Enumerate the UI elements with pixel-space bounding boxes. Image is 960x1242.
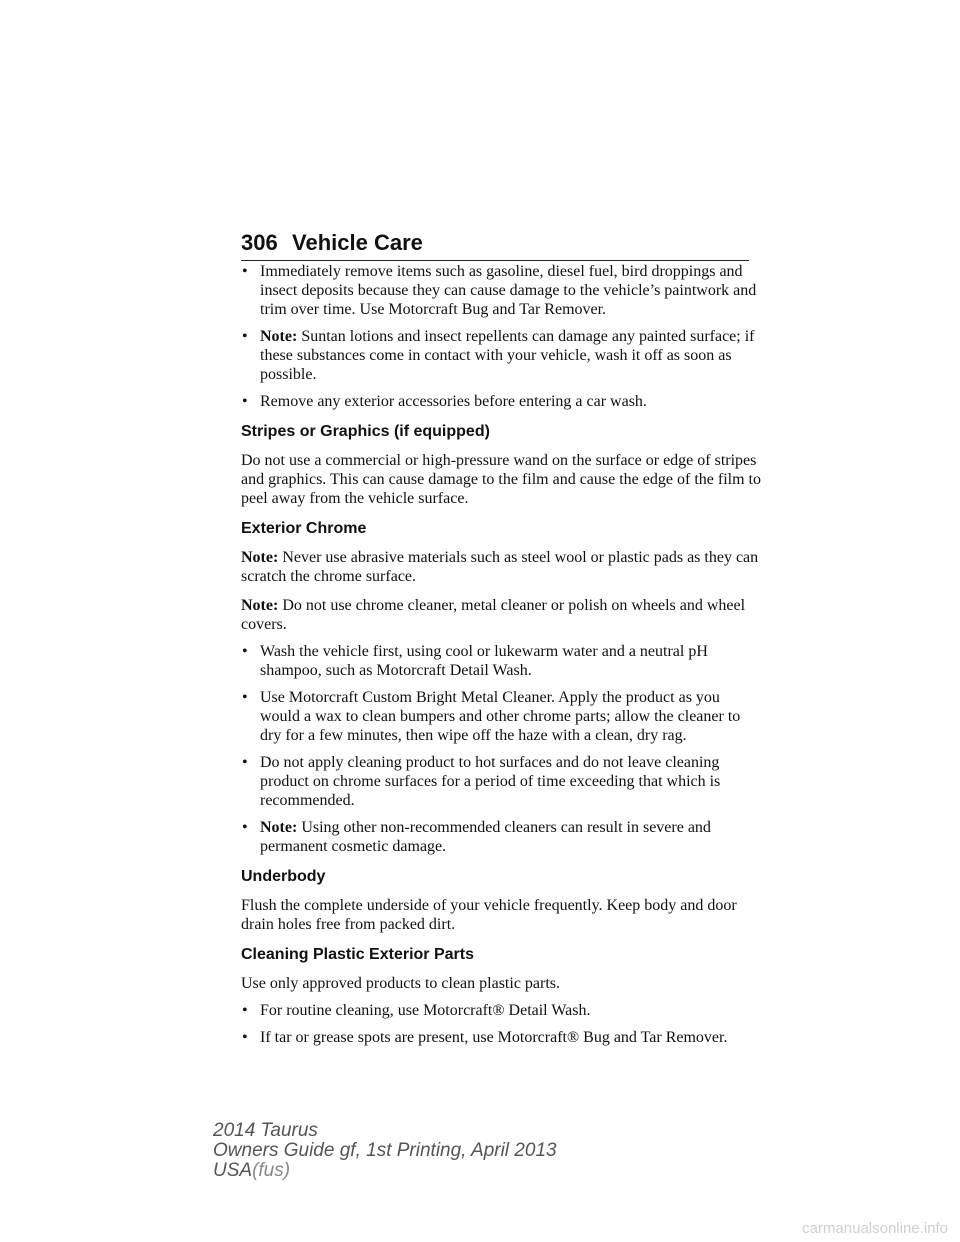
bullet-text: Suntan lotions and insect repellents can damage any painted surface; if these substances come in contact with your vehicle, wash it off as soon as possible. (260, 328, 755, 383)
bullet-text: If tar or grease spots are present, use Motorcraft® Bug and Tar Remover. (260, 1029, 728, 1046)
list-item (241, 1028, 761, 1047)
bullet-icon: • (242, 643, 248, 660)
footer-region: USA(fus) (213, 1160, 291, 1181)
bullet-icon: • (242, 689, 248, 706)
list-item (241, 1001, 761, 1020)
bullet-icon: • (242, 754, 248, 771)
bullet-icon: • (242, 328, 248, 345)
watermark: carmanualsonline.info (802, 1220, 948, 1237)
bullet-icon: • (242, 819, 248, 836)
section-heading-plastic: Cleaning Plastic Exterior Parts (241, 946, 474, 963)
list-item (241, 392, 761, 411)
stripes-body: Do not use a commercial or high-pressure wand on the surface or edge of stripes and graphics. This can cause damage to the film and cause the edge of the film to peel away from the vehicle surface. (241, 452, 761, 507)
section-title: Vehicle Care (292, 230, 423, 255)
intro-bullet-list (241, 262, 761, 411)
plastic-body: Use only approved products to clean plastic parts. (241, 975, 561, 992)
section-heading-chrome: Exterior Chrome (241, 520, 367, 537)
bullet-text: Remove any exterior accessories before entering a car wash. (260, 393, 647, 410)
list-item (241, 327, 761, 384)
note-label: Note: (241, 597, 279, 614)
document-footer (213, 1121, 557, 1181)
footer-model: 2014 Taurus (213, 1120, 318, 1141)
bullet-icon: • (242, 263, 248, 280)
plastic-bullet-list (241, 1001, 761, 1047)
page-content (241, 262, 761, 1055)
note-label: Note: (260, 328, 298, 345)
bullet-icon: • (242, 1029, 248, 1046)
bullet-text: Do not apply cleaning product to hot surfaces and do not leave cleaning product on chrome surfaces for a period of time exceeding that which is recommended. (260, 754, 721, 809)
bullet-text: For routine cleaning, use Motorcraft® Detail Wash. (260, 1002, 591, 1019)
note-label: Note: (260, 819, 298, 836)
chrome-note-1: Note: Never use abrasive materials such as steel wool or plastic pads as they can scratch the chrome surface. (241, 549, 759, 585)
bullet-icon: • (242, 393, 248, 410)
footer-printing: Owners Guide gf, 1st Printing, April 2013 (213, 1140, 557, 1161)
page-number: 306 (241, 230, 278, 255)
bullet-text: Use Motorcraft Custom Bright Metal Cleaner. Apply the product as you would a wax to clean bumpers and other chrome parts; allow the cleaner to dry for a few minutes, then wipe off the haze with a clean, dry rag. (260, 689, 741, 744)
section-heading-stripes: Stripes or Graphics (if equipped) (241, 423, 490, 440)
bullet-icon: • (242, 1002, 248, 1019)
note-label: Note: (241, 549, 279, 566)
list-item (241, 688, 761, 745)
bullet-text: Wash the vehicle first, using cool or lukewarm water and a neutral pH shampoo, such as Motorcraft Detail Wash. (260, 643, 708, 679)
list-item (241, 642, 761, 680)
section-heading-underbody: Underbody (241, 868, 326, 885)
list-item (241, 753, 761, 810)
bullet-text: Immediately remove items such as gasoline, diesel fuel, bird droppings and insect deposits because they can cause damage to the vehicle’s paintwork and trim over time. Use Motorcraft Bug and Tar Remover. (260, 263, 757, 318)
chrome-bullet-list (241, 642, 761, 856)
list-item (241, 262, 761, 319)
chrome-note-2: Note: Do not use chrome cleaner, metal cleaner or polish on wheels and wheel covers. (241, 597, 746, 633)
bullet-text: Using other non-recommended cleaners can result in severe and permanent cosmetic damage. (260, 819, 711, 855)
underbody-body: Flush the complete underside of your vehicle frequently. Keep body and door drain holes free from packed dirt. (241, 897, 737, 933)
page-header (241, 228, 749, 261)
list-item (241, 818, 761, 856)
